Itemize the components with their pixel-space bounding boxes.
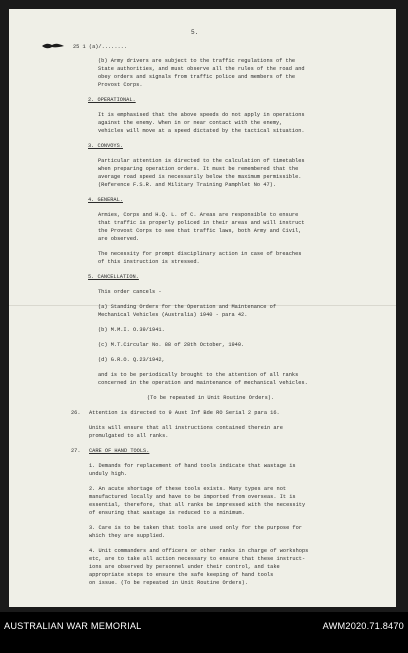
ink-mark [42, 42, 64, 50]
text-line: Provost Corps. [98, 82, 143, 88]
section-heading-general: 4. GENERAL. [88, 197, 123, 203]
text-line: State authorities, and must observe all the rules of the road and [98, 66, 305, 72]
section-heading-operational: 2. OPERATIONAL. [88, 97, 136, 103]
text-line: the Provost Corps to see that traffic laws, both Army and Civil, [98, 228, 302, 234]
text-line: and is to be periodically brought to the attention of all ranks [98, 372, 299, 378]
text-line: Attention is directed to 9 Aust Inf Bde RO Serial 2 para 16. [89, 410, 280, 416]
text-line: Units will ensure that all instructions contained therein are [89, 425, 283, 431]
text-line: ions are observed by personnel under their control, and take [89, 564, 280, 570]
text-line: essential, therefore, that all ranks be impressed with the necessity [89, 502, 306, 508]
text-line: (a) Standing Orders for the Operation and Maintenance of [98, 304, 277, 310]
footer-institution: AUSTRALIAN WAR MEMORIAL [4, 621, 142, 631]
text-line: (Reference F.S.R. and Military Training Pamphlet No 47). [98, 182, 277, 188]
serial-number-27: 27. [71, 448, 81, 454]
text-line: (b) M.M.I. O.39/1941. [98, 327, 165, 333]
text-line: (d) G.R.O. Q.23/1942, [98, 357, 165, 363]
text-line: appropriate steps to ensure the safe keeping of hand tools [89, 572, 274, 578]
text-line: unduly high. [89, 471, 128, 477]
text-line: of this instruction is stressed. [98, 259, 200, 265]
text-line: that traffic is properly policed in their areas and will instruct [98, 220, 305, 226]
text-line: etc, are to take all action necessary to ensure that these instruct- [89, 556, 306, 562]
section-heading-hand-tools: CARE OF HAND TOOLS. [89, 448, 150, 454]
reference-line: 25 1 (a)/........ [73, 44, 128, 50]
text-line: 3. Care is to be taken that tools are used only for the purpose for [89, 525, 302, 531]
text-line: are observed. [98, 236, 140, 242]
text-line: Armies, Corps and H.Q. L. of C. Areas are responsible to ensure [98, 212, 299, 218]
section-heading-convoys: 3. CONVOYS. [88, 143, 123, 149]
text-line: (b) Army drivers are subject to the traffic regulations of the [98, 58, 296, 64]
text-line: obey orders and signals from traffic police and members of the [98, 74, 296, 80]
text-line: 4. Unit commanders and officers or other ranks in charge of workshops [89, 548, 309, 554]
text-line: This order cancels - [98, 289, 162, 295]
footer-bar [0, 612, 408, 653]
text-line: 2. An acute shortage of these tools exists. Many types are not [89, 486, 287, 492]
text-line: which they are supplied. [89, 533, 166, 539]
text-line: against the enemy. When in or near contact with the enemy, [98, 120, 283, 126]
text-line: 1. Demands for replacement of hand tools indicate that wastage is [89, 463, 296, 469]
text-line: The necessity for prompt disciplinary action in case of breaches [98, 251, 302, 257]
text-line: Particular attention is directed to the calculation of timetables [98, 158, 305, 164]
text-line: Mechanical Vehicles (Australia) 1940 - para 42. [98, 312, 248, 318]
text-line: average road speed is necessarily below the maximum permissible. [98, 174, 302, 180]
text-line: on issue. (To be repeated in Unit Routine Orders). [89, 580, 248, 586]
repeat-note: (To be repeated in Unit Routine Orders). [147, 395, 275, 401]
text-line: vehicles will move at a speed dictated by the tactical situation. [98, 128, 305, 134]
text-line: when preparing operation orders. It must be remembered that the [98, 166, 299, 172]
text-line: (c) M.T.Circular No. 88 of 28th October, 1940. [98, 342, 245, 348]
serial-number-26: 26. [71, 410, 81, 416]
text-line: of ensuring that wastage is reduced to a minimum. [89, 510, 245, 516]
page-number: 5. [191, 29, 199, 36]
text-line: concerned in the operation and maintenance of mechanical vehicles. [98, 380, 308, 386]
text-line: It is emphasised that the above speeds do not apply in operations [98, 112, 305, 118]
section-heading-cancellation: 5. CANCELLATION. [88, 274, 139, 280]
document-page [9, 9, 396, 607]
footer-accession-number: AWM2020.71.8470 [322, 621, 404, 631]
text-line: manufactured locally and have to be imported from overseas. It is [89, 494, 296, 500]
text-line: promulgated to all ranks. [89, 433, 169, 439]
